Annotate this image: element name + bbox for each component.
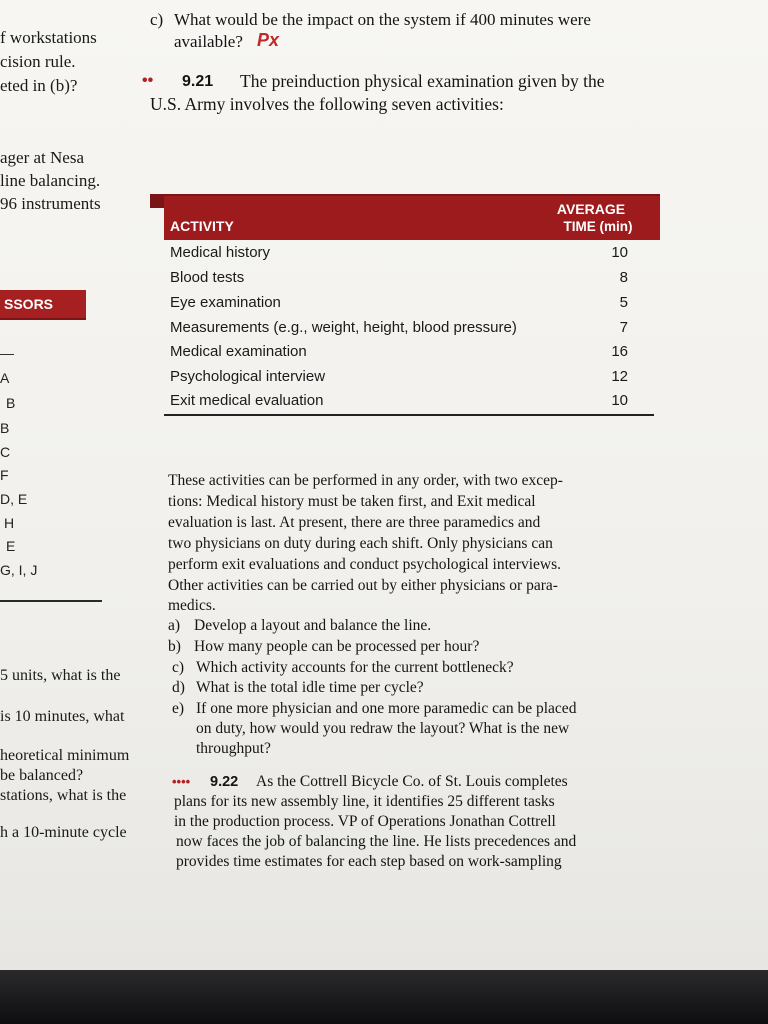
problem-text-line: provides time estimates for each step based on work-sampling	[176, 853, 562, 870]
question-item-text: throughput?	[196, 740, 271, 757]
px-icon: Px	[257, 30, 280, 50]
question-item-label: e)	[172, 700, 185, 717]
table-cell-activity: Eye examination	[170, 294, 281, 311]
question-item-label: a)	[168, 617, 181, 634]
table-bottom-rule	[164, 414, 654, 416]
problem-text-line: As the Cottrell Bicycle Co. of St. Louis completes	[256, 773, 568, 790]
question-item-label: c)	[172, 659, 185, 676]
body-text-line: two physicians on duty during each shift. Only physicians can	[168, 535, 553, 552]
table-cell-activity: Psychological interview	[170, 368, 326, 385]
left-question-line: stations, what is the	[0, 787, 127, 804]
question-item-text: If one more physician and one more paramedic can be placed	[196, 700, 577, 717]
left-text-line: ager at Nesa	[0, 148, 85, 167]
left-table-rule	[0, 600, 102, 602]
prior-question-line: available?	[174, 32, 243, 51]
question-item-label: b)	[168, 638, 181, 655]
left-text-line: cision rule.	[0, 52, 76, 71]
table-cell-activity: Blood tests	[170, 269, 245, 286]
question-item-text: Develop a layout and balance the line.	[194, 617, 432, 634]
table-cell-time: 7	[619, 319, 628, 336]
prior-question-label: c)	[150, 10, 164, 29]
body-text-line: Other activities can be carried out by either physicians or para-	[168, 577, 558, 594]
question-item-text: How many people can be processed per hour?	[194, 638, 480, 655]
problem-text-line: U.S. Army involves the following seven activities:	[150, 94, 504, 114]
left-text-line: f workstations	[0, 28, 97, 47]
table-cell-time: 10	[611, 244, 628, 261]
column-header-time-line1: AVERAGE	[556, 201, 626, 217]
left-text-line: eted in (b)?	[0, 76, 78, 95]
left-question-line: be balanced?	[0, 767, 84, 784]
table-cell-time: 10	[611, 392, 628, 409]
question-item-text: Which activity accounts for the current bottleneck?	[196, 659, 514, 676]
column-header-time-line2: TIME (min)	[563, 219, 633, 234]
table-header	[164, 196, 660, 240]
predecessor-value: G, I, J	[0, 562, 38, 578]
table-cell-time: 16	[611, 343, 628, 360]
problem-text-line: in the production process. VP of Operations Jonathan Cottrell	[174, 813, 556, 830]
table-cell-activity: Measurements (e.g., weight, height, blood pressure)	[170, 319, 517, 336]
predecessor-value: F	[0, 467, 9, 483]
predecessor-value: A	[0, 370, 10, 386]
table-cell-activity: Exit medical evaluation	[170, 392, 324, 409]
monitor-bezel	[0, 970, 768, 1024]
predecessor-value: E	[6, 538, 16, 554]
predecessor-value: D, E	[0, 491, 28, 507]
difficulty-dots: ••••	[172, 774, 191, 789]
column-header-activity: ACTIVITY	[170, 218, 234, 234]
predecessor-value: B	[6, 395, 16, 411]
table-cell-activity: Medical examination	[170, 343, 307, 360]
table-cell-activity: Medical history	[170, 244, 271, 261]
problem-text-line: now faces the job of balancing the line. He lists precedences and	[176, 833, 577, 850]
predecessor-value: —	[0, 345, 14, 361]
prior-question-line: What would be the impact on the system if 400 minutes were	[174, 10, 591, 29]
body-text-line: tions: Medical history must be taken first, and Exit medical	[168, 493, 536, 510]
problem-number: 9.22	[210, 774, 239, 790]
left-question-line: heoretical minimum	[0, 747, 130, 764]
left-question-line: is 10 minutes, what	[0, 708, 125, 725]
left-text-line: line balancing.	[0, 171, 101, 190]
problem-number: 9.21	[182, 73, 214, 90]
body-text-line: medics.	[168, 597, 216, 614]
predecessor-value: H	[4, 515, 15, 531]
body-text-line: These activities can be performed in any order, with two excep-	[168, 472, 563, 489]
problem-text-line: The preinduction physical examination given by the	[240, 71, 605, 91]
difficulty-dots: ••	[142, 72, 154, 89]
body-text-line: evaluation is last. At present, there are three paramedics and	[168, 514, 541, 531]
left-question-line: 5 units, what is the	[0, 667, 121, 684]
problem-text-line: plans for its new assembly line, it identifies 25 different tasks	[174, 793, 555, 810]
table-cell-time: 12	[611, 368, 628, 385]
question-item-text: What is the total idle time per cycle?	[196, 679, 424, 696]
predecessor-value: B	[0, 420, 10, 436]
predecessors-header	[0, 290, 86, 320]
table-cell-time: 8	[619, 269, 628, 286]
predecessor-value: C	[0, 444, 11, 460]
left-question-line: h a 10-minute cycle	[0, 824, 127, 841]
table-cell-time: 5	[619, 294, 628, 311]
left-text-line: 96 instruments	[0, 194, 101, 213]
predecessors-header-label: SSORS	[4, 296, 54, 312]
question-item-text: on duty, how would you redraw the layout? What is the new	[196, 720, 570, 737]
question-item-label: d)	[172, 679, 185, 696]
body-text-line: perform exit evaluations and conduct psychological interviews.	[168, 556, 561, 573]
